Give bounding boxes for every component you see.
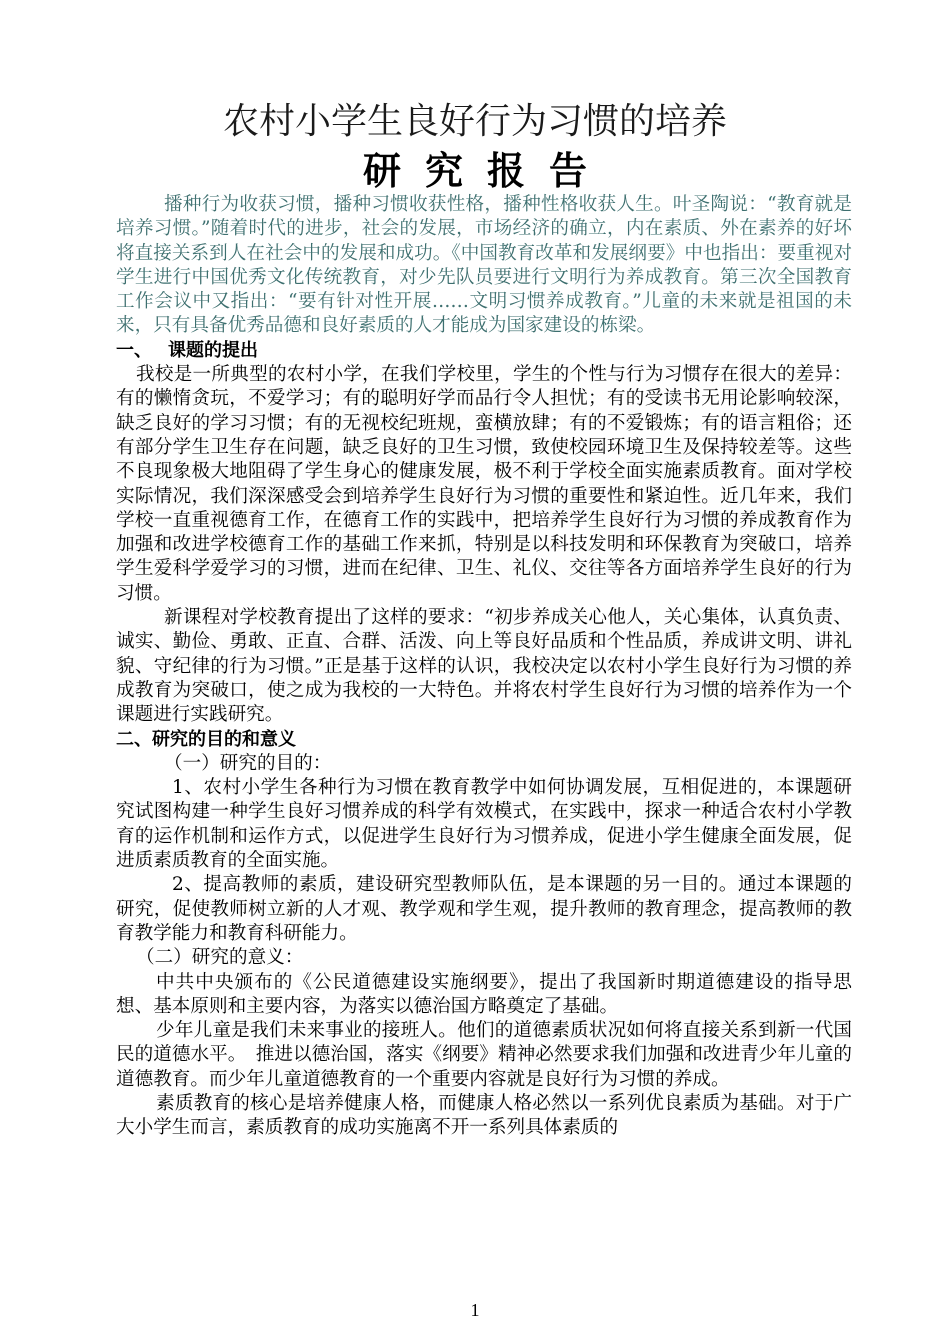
section-1-heading <box>116 339 852 363</box>
document-body <box>116 193 852 1141</box>
meaning-paragraph: 中共中央颁布的《公民道德建设实施纲要》，提出了我国新时期道德建设的指导思想、基本原则和主要内容，为落实以德治国方略奠定了基础。 <box>116 971 852 1017</box>
purpose-item-2: 2、提高教师的素质，建设研究型教师队伍，是本课题的另一目的。通过本课题的研究，促使教师树立新的人才观、教学观和学生观，提升教师的教育理念，提高教师的教育教学能力和教育科研能力。 <box>116 874 852 944</box>
intro-paragraph: 播种行为收获习惯，播种习惯收获性格，播种性格收获人生。叶圣陶说：“教育就是培养习惯。”随着时代的进步，社会的发展，市场经济的确立，内在素质、外在素养的好坏将直接关系到人在社会中的发展和成功。《中国教育改革和发展纲要》中也指出：要重视对学生进行中国优秀文化传统教育，对少先队员要进行文明行为养成教育。第三次全国教育工作会议中又指出：“要有针对性开展……文明习惯养成教育。”儿童的未来就是祖国的未来，只有具备优秀品德和良好素质的人才能成为国家建设的栋梁。 <box>116 194 852 337</box>
section-1-paragraph: 我校是一所典型的农村小学，在我们学校里，学生的个性与行为习惯存在很大的差异：有的懒惰贪玩，不爱学习；有的聪明好学而品行令人担忧；有的受读书无用论影响较深，缺乏良好的学习习惯；有的无视校纪班规，蛮横放肆；有的不爱锻炼；有的语言粗俗；还有部分学生卫生存在问题，缺乏良好的卫生习惯，致使校园环境卫生及保持较差等。这些不良现象极大地阻碍了学生身心的健康发展，极不利于学校全面实施素质教育。面对学校实际情况，我们深深感受会到培养学生良好行为习惯的重要性和紧迫性。近几年来，我们学校一直重视德育工作，在德育工作的实践中，把培养学生良好行为习惯的养成教育作为加强和改进学校德育工作的基础工作来抓，特别是以科技发明和环保教育为突破口，培养学生爱科学爱学习的习惯，进而在纪律、卫生、礼仪、交往等各方面培养学生良好的行为习惯。 <box>116 364 852 604</box>
section-1-title: 课题的提出 <box>168 339 258 361</box>
section-2-heading: 二、研究的目的和意义 <box>116 728 296 750</box>
page-number: 1 <box>470 1300 480 1320</box>
purpose-item-1: 1、农村小学生各种行为习惯在教育教学中如何协调发展，互相促进的，本课题研究试图构建一种学生良好习惯养成的科学有效模式，在实践中，探求一种适合农村小学教育的运作机制和运作方式，以促进学生良好行为习惯养成，促进小学生健康全面发展，促进质素质教育的全面实施。 <box>116 777 852 872</box>
section-1-number: 一、 <box>116 339 152 361</box>
document-subtitle: 研究报告 <box>362 149 611 193</box>
section-1-paragraph: 新课程对学校教育提出了这样的要求：“初步养成关心他人，关心集体，认真负责、诚实、勤俭、勇敢、正直、合群、活泼、向上等良好品质和个性品质，养成讲文明、讲礼貌、守纪律的行为习惯。”正是基于这样的认识，我校决定以农村小学生良好行为习惯的养成教育为突破口，使之成为我校的一大特色。并将农村学生良好行为习惯的培养作为一个课题进行实践研究。 <box>116 607 852 726</box>
subsection-meaning-heading: （二）研究的意义： <box>136 947 304 969</box>
subsection-purpose-heading: （一）研究的目的： <box>164 752 332 774</box>
meaning-paragraph: 少年儿童是我们未来事业的接班人。他们的道德素质状况如何将直接关系到新一代国民的道德水平。 推进以德治国，落实《纲要》精神必然要求我们加强和改进青少年儿童的道德教育。而少年儿童道德教育的一个重要内容就是良好行为习惯的养成。 <box>116 1020 852 1090</box>
document-title: 农村小学生良好行为习惯的培养 <box>222 101 727 142</box>
meaning-paragraph: 素质教育的核心是培养健康人格，而健康人格必然以一系列优良素质为基础。对于广大小学生而言，素质教育的成功实施离不开一系列具体素质的 <box>116 1092 852 1139</box>
